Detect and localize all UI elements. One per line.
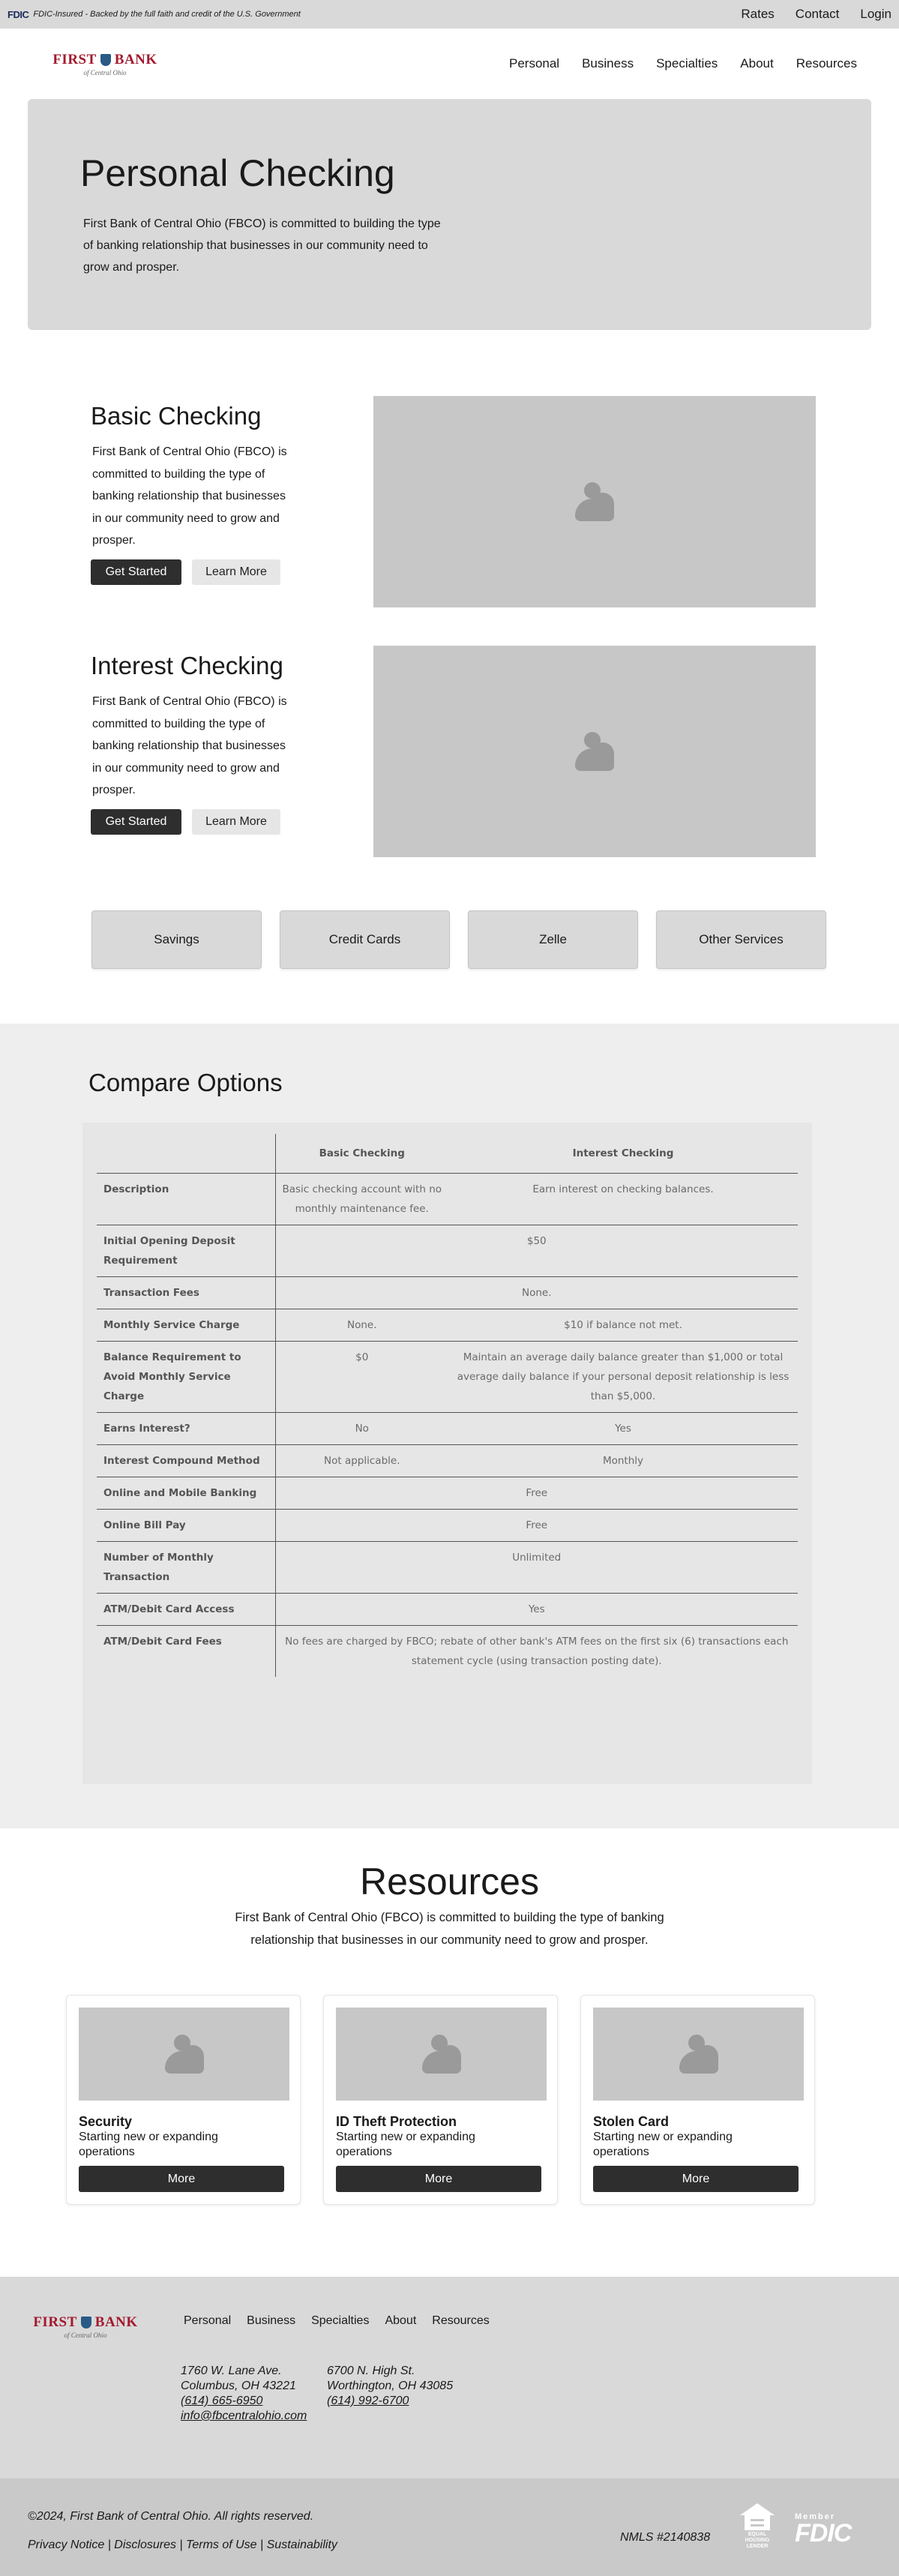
cell-both: Yes (275, 1593, 798, 1625)
address-line: Worthington, OH 43085 (327, 2380, 454, 2392)
sustainability-link[interactable]: Sustainability (266, 2539, 337, 2551)
card-text: Starting new or expanding operations (593, 2131, 733, 2158)
row-label: Interest Compound Method (97, 1444, 275, 1477)
ehl-line: LENDER (746, 2544, 769, 2549)
table-row (97, 1509, 798, 1541)
feature-image (373, 646, 816, 857)
cell-interest: Maintain an average daily balance greater than $1,000 or total average daily balance if your personal deposit relationship is less than $5,000. (448, 1341, 798, 1412)
nmls-number: NMLS #2140838 (620, 2531, 711, 2544)
feature-description: First Bank of Central Ohio (FBCO) is committed to building the type of banking relationship that businesses in our community need to grow and prosper. (92, 445, 287, 547)
legal-links: Privacy Notice | Disclosures | Terms of Use | Sustainability (28, 2539, 337, 2551)
resource-card-stolen-card (580, 1995, 815, 2205)
site-footer (0, 2277, 899, 2479)
phone-link[interactable]: (614) 992-6700 (327, 2395, 409, 2407)
equal-housing-lender-icon (736, 2503, 778, 2550)
table-row (97, 1412, 798, 1444)
logo-first: FIRST (33, 2314, 77, 2330)
row-label: Description (97, 1173, 275, 1225)
table-header-basic: Basic Checking (275, 1134, 448, 1173)
service-links (91, 910, 826, 969)
table-row (97, 1541, 798, 1593)
footer-nav-specialties[interactable]: Specialties (311, 2314, 370, 2327)
resource-card-id-theft (323, 1995, 558, 2205)
table-header-blank (97, 1134, 275, 1173)
feature-image (373, 396, 816, 607)
fdic-text: FDIC (795, 2519, 852, 2548)
resource-cards (66, 1995, 815, 2205)
card-title: Stolen Card (593, 2114, 670, 2129)
row-label: Earns Interest? (97, 1412, 275, 1444)
cell-interest: Monthly (448, 1444, 798, 1477)
phone-link[interactable]: (614) 665-6950 (181, 2395, 263, 2407)
feature-text (91, 402, 298, 585)
page-title: Personal Checking (80, 152, 395, 194)
feature-actions (91, 559, 298, 585)
fdic-mark: FDIC (7, 8, 29, 20)
hero-banner (28, 99, 871, 330)
row-label: ATM/Debit Card Access (97, 1593, 275, 1625)
logo-first: FIRST (52, 51, 97, 67)
table-row (97, 1309, 798, 1341)
cell-both: None. (275, 1276, 798, 1309)
cell-basic: None. (275, 1309, 448, 1341)
image-placeholder-icon (422, 2035, 461, 2074)
more-button[interactable]: More (336, 2166, 541, 2192)
rates-link[interactable]: Rates (741, 7, 775, 21)
feature-description: First Bank of Central Ohio (FBCO) is committed to building the type of banking relationship that businesses in our community need to grow and prosper. (92, 695, 287, 796)
table-row (97, 1341, 798, 1412)
logo-subtitle: of Central Ohio (83, 68, 127, 76)
footer-nav-business[interactable]: Business (247, 2314, 296, 2327)
nav-specialties[interactable]: Specialties (656, 56, 718, 70)
cell-both: Free (275, 1477, 798, 1509)
logo-wordmark (52, 52, 157, 68)
compare-table (97, 1134, 798, 1677)
get-started-button[interactable]: Get Started (91, 809, 181, 835)
table-row (97, 1444, 798, 1477)
contact-link[interactable]: Contact (795, 7, 840, 21)
row-label: ATM/Debit Card Fees (97, 1625, 275, 1677)
bank-logo[interactable] (45, 52, 165, 76)
feature-title: Interest Checking (91, 652, 283, 679)
main-nav (509, 56, 857, 71)
more-button[interactable]: More (593, 2166, 799, 2192)
cell-basic: Basic checking account with no monthly maintenance fee. (275, 1173, 448, 1225)
cell-interest: Earn interest on checking balances. (448, 1173, 798, 1225)
footer-nav-about[interactable]: About (385, 2314, 417, 2327)
fdic-member-text: Member (795, 2512, 836, 2521)
fdic-notice (7, 9, 301, 20)
image-placeholder-icon (165, 2035, 204, 2074)
cell-both: Free (275, 1509, 798, 1541)
copyright: ©2024, First Bank of Central Ohio. All rights reserved. (28, 2510, 314, 2523)
row-label: Initial Opening Deposit Requirement (97, 1225, 275, 1276)
fdic-member-logo (795, 2512, 852, 2548)
footer-logo[interactable] (25, 2314, 145, 2339)
card-image (593, 2008, 804, 2101)
cell-basic: Not applicable. (275, 1444, 448, 1477)
table-header-row (97, 1134, 798, 1173)
learn-more-button[interactable]: Learn More (192, 559, 280, 585)
cell-both: $50 (275, 1225, 798, 1276)
get-started-button[interactable]: Get Started (91, 559, 181, 585)
cell-interest: Yes (448, 1412, 798, 1444)
table-header-interest: Interest Checking (448, 1134, 798, 1173)
ehl-text (736, 2532, 778, 2550)
credit-cards-button[interactable]: Credit Cards (280, 910, 450, 969)
table-row (97, 1173, 798, 1225)
resource-card-security (66, 1995, 301, 2205)
fdic-notice-text: FDIC-Insured - Backed by the full faith and credit of the U.S. Government (33, 10, 301, 19)
logo-bank: BANK (114, 51, 157, 67)
card-image (336, 2008, 547, 2101)
row-label: Transaction Fees (97, 1276, 275, 1309)
top-bar (0, 0, 899, 28)
terms-of-use-link[interactable]: Terms of Use (186, 2539, 257, 2551)
compare-table-container (82, 1123, 812, 1784)
cell-both: No fees are charged by FBCO; rebate of other bank's ATM fees on the first six (6) transactions each statement cycle (using transaction posting date). (285, 1635, 789, 1667)
table-row (97, 1225, 798, 1276)
footer-nav-personal[interactable]: Personal (184, 2314, 232, 2327)
table-row (97, 1477, 798, 1509)
row-label: Balance Requirement to Avoid Monthly Service Charge (97, 1341, 275, 1412)
logo-bank: BANK (94, 2314, 138, 2330)
nav-resources[interactable]: Resources (796, 56, 857, 70)
feature-text (91, 652, 298, 835)
footer-nav-resources[interactable]: Resources (432, 2314, 490, 2327)
resources-text: First Bank of Central Ohio (FBCO) is committed to building the type of banking relationship that businesses in our community need to grow and prosper. (235, 1911, 664, 1947)
card-text: Starting new or expanding operations (336, 2131, 475, 2158)
hero-text: First Bank of Central Ohio (FBCO) is committed to building the type of banking relationship that businesses in our community need to grow and prosper. (83, 217, 441, 274)
card-text: Starting new or expanding operations (79, 2131, 218, 2158)
ehl-line: EQUAL HOUSING (745, 2532, 770, 2543)
address-line: Columbus, OH 43221 (181, 2380, 296, 2392)
compare-title: Compare Options (88, 1069, 283, 1096)
shield-icon (100, 54, 111, 66)
table-row (97, 1276, 798, 1309)
address-line: 1760 W. Lane Ave. (181, 2365, 282, 2377)
nav-personal[interactable]: Personal (508, 56, 560, 70)
privacy-notice-link[interactable]: Privacy Notice (28, 2539, 105, 2551)
resources-title: Resources (360, 1861, 539, 1903)
zelle-button[interactable]: Zelle (468, 910, 638, 969)
other-services-button[interactable]: Other Services (656, 910, 826, 969)
learn-more-button[interactable]: Learn More (192, 809, 280, 835)
cell-basic: $0 (275, 1341, 448, 1412)
utility-nav (741, 7, 892, 22)
card-image (79, 2008, 289, 2101)
cell-basic: No (275, 1412, 448, 1444)
feature-title: Basic Checking (91, 402, 262, 430)
disclosures-link[interactable]: Disclosures (114, 2539, 176, 2551)
row-label: Monthly Service Charge (97, 1309, 275, 1341)
nav-business[interactable]: Business (582, 56, 634, 70)
cell-interest: $10 if balance not met. (448, 1309, 798, 1341)
legal-bar (0, 2479, 899, 2576)
nav-about[interactable]: About (740, 56, 774, 70)
site-header (0, 28, 899, 99)
savings-button[interactable]: Savings (91, 910, 262, 969)
card-title: Security (79, 2114, 133, 2129)
shield-icon (81, 2317, 91, 2329)
cell-both: Unlimited (275, 1541, 798, 1593)
login-link[interactable]: Login (860, 7, 892, 21)
card-title: ID Theft Protection (336, 2114, 457, 2129)
image-placeholder-icon (679, 2035, 718, 2074)
table-row (97, 1593, 798, 1625)
table-row (97, 1625, 798, 1677)
address-columbus (181, 2364, 307, 2424)
row-label: Number of Monthly Transaction (97, 1541, 275, 1593)
row-label: Online Bill Pay (97, 1509, 275, 1541)
logo-subtitle: of Central Ohio (64, 2332, 107, 2339)
footer-nav (184, 2314, 490, 2328)
compare-section (0, 1024, 899, 1828)
row-label: Online and Mobile Banking (97, 1477, 275, 1509)
more-button[interactable]: More (79, 2166, 284, 2192)
address-line: 6700 N. High St. (327, 2365, 415, 2377)
address-worthington (327, 2364, 453, 2409)
image-placeholder-icon (575, 732, 614, 771)
logo-wordmark (33, 2314, 137, 2331)
image-placeholder-icon (575, 482, 614, 521)
email-link[interactable]: info@fbcentralohio.com (181, 2410, 307, 2422)
resources-section (0, 1860, 899, 1951)
feature-actions (91, 809, 298, 835)
